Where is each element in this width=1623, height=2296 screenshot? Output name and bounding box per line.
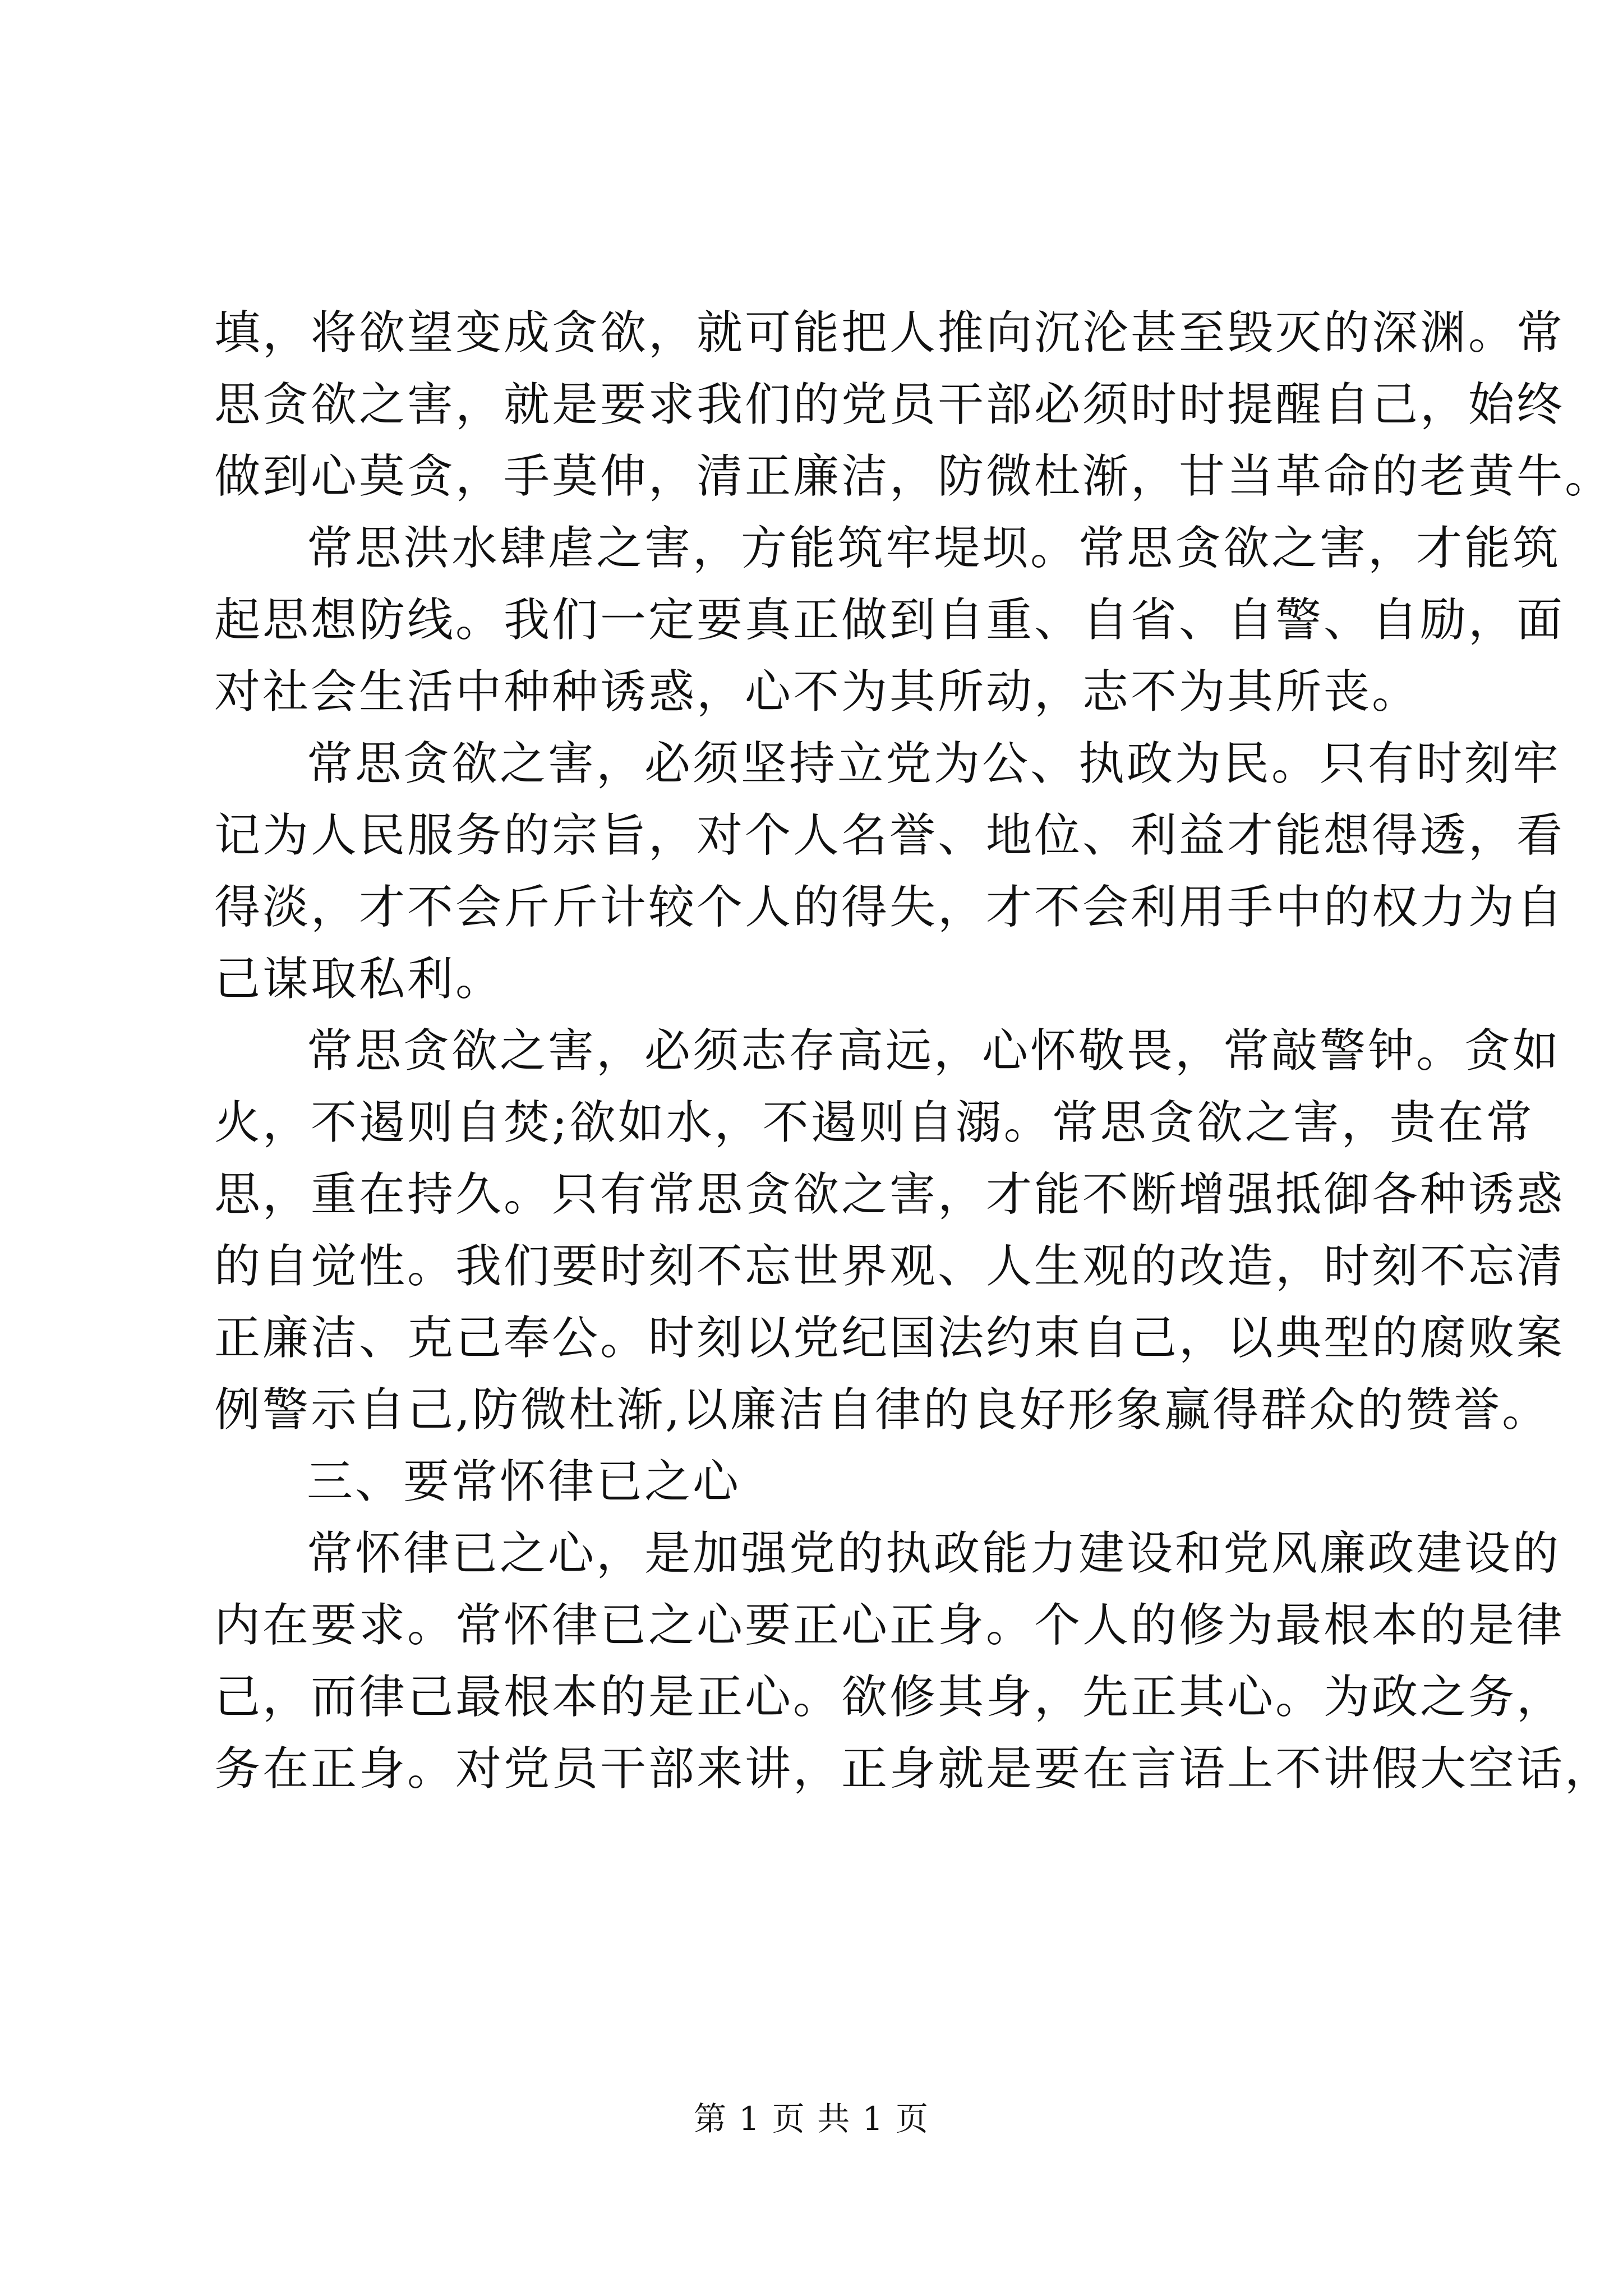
text-line: 思贪欲之害，就是要求我们的党员干部必须时时提醒自己，始终 [214, 378, 1565, 431]
paragraph-first-line: 常思洪水肆虐之害，方能筑牢堤坝。常思贪欲之害，才能筑 [307, 522, 1561, 575]
section-heading: 三、要常怀律已之心 [307, 1455, 741, 1508]
paragraph-first-line: 常思贪欲之害，必须志存高远，心怀敬畏，常敲警钟。贪如 [307, 1024, 1561, 1078]
page-footer [0, 2092, 1623, 2139]
page-number-label: 第 1 页 共 1 页 [694, 2100, 929, 2138]
text-line: 火，不遏则自焚;欲如水，不遏则自溺。常思贪欲之害，贵在常 [214, 1096, 1534, 1149]
text-line: 正廉洁、克己奉公。时刻以党纪国法约束自己，以典型的腐败案 [214, 1312, 1565, 1365]
text-line: 己谋取私利。 [214, 953, 504, 1006]
paragraph-first-line: 常怀律已之心，是加强党的执政能力建设和党风廉政建设的 [307, 1527, 1561, 1580]
text-line: 起思想防线。我们一定要真正做到自重、自省、自警、自励，面 [214, 593, 1565, 647]
text-line: 对社会生活中种种诱惑，心不为其所动，志不为其所丧。 [214, 665, 1421, 719]
text-line: 思，重在持久。只有常思贪欲之害，才能不断增强抵御各种诱惑 [214, 1168, 1565, 1221]
text-line: 例警示自己,防微杜渐,以廉洁自律的良好形象赢得群众的赞誉。 [214, 1383, 1551, 1437]
text-line: 做到心莫贪，手莫伸，清正廉洁，防微杜渐，甘当革命的老黄牛。 [214, 450, 1613, 503]
text-line: 务在正身。对党员干部来讲，正身就是要在言语上不讲假大空话， [214, 1742, 1613, 1796]
document-body [214, 297, 1613, 1805]
text-line: 填，将欲望变成贪欲，就可能把人推向沉沦甚至毁灭的深渊。常 [214, 306, 1565, 360]
text-line: 得淡，才不会斤斤计较个人的得失，才不会利用手中的权力为自 [214, 881, 1565, 934]
paragraph-first-line: 常思贪欲之害，必须坚持立党为公、执政为民。只有时刻牢 [307, 737, 1561, 790]
text-line: 内在要求。常怀律已之心要正心正身。个人的修为最根本的是律 [214, 1599, 1565, 1652]
text-line: 的自觉性。我们要时刻不忘世界观、人生观的改造，时刻不忘清 [214, 1240, 1565, 1293]
text-line: 记为人民服务的宗旨，对个人名誉、地位、利益才能想得透，看 [214, 809, 1565, 862]
text-line: 己，而律己最根本的是正心。欲修其身，先正其心。为政之务， [214, 1671, 1565, 1724]
